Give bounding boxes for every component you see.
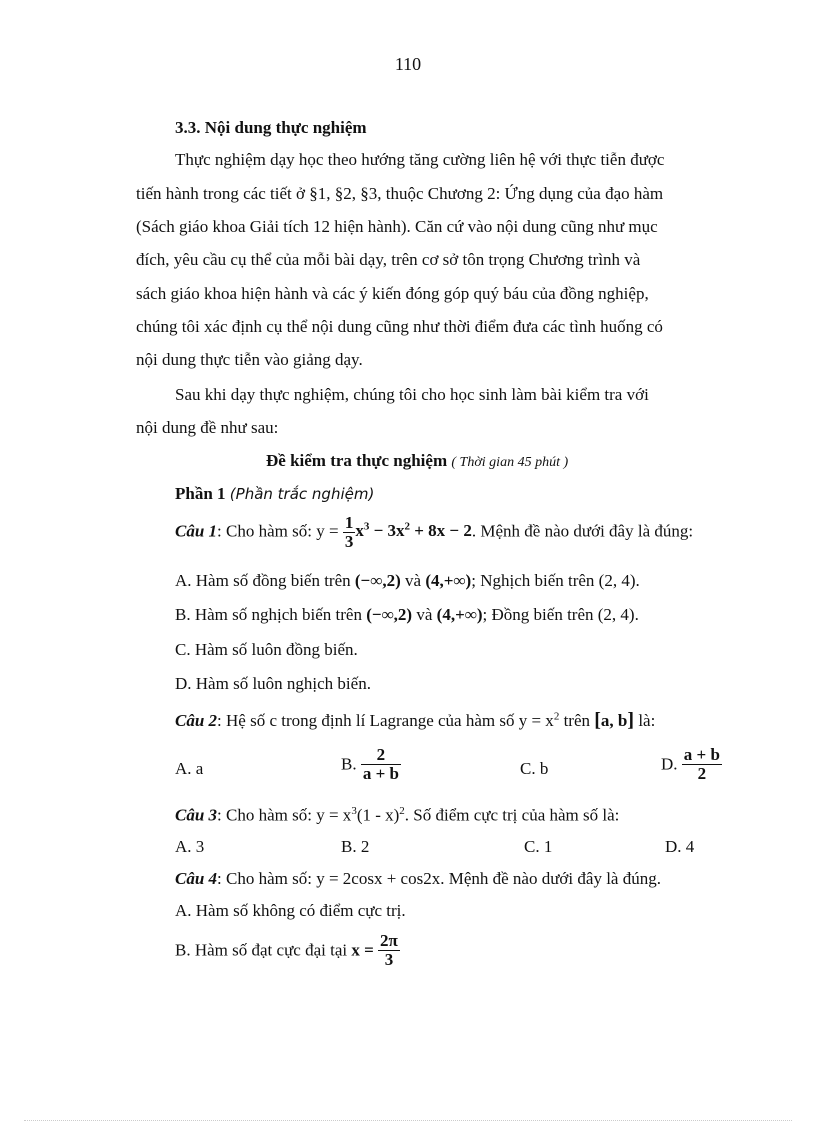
q1-option-c: C. Hàm số luôn đồng biến.: [175, 640, 358, 659]
question-2: [175, 709, 655, 732]
bracket: ]: [627, 709, 635, 731]
fraction-numerator: 2π: [380, 931, 398, 950]
paragraph-line: đích, yêu cầu cụ thể của mỗi bài dạy, trên cơ sở tôn trọng Chương trình và: [136, 250, 641, 269]
question-3: [175, 805, 619, 826]
q4-option-b: [175, 932, 400, 969]
question-label: Câu 2: [175, 711, 218, 730]
exponent: 2: [404, 520, 410, 533]
fraction: [361, 746, 401, 783]
fraction-numerator: 1: [344, 513, 354, 532]
question-4: [175, 869, 661, 889]
exponent: 2: [399, 805, 405, 817]
option-text: A. Hàm số đồng biến trên: [175, 571, 355, 590]
exam-title: Đề kiểm tra thực nghiệm: [266, 451, 448, 470]
question-text: là:: [634, 711, 656, 730]
paragraph-line: chúng tôi xác định cụ thể nội dung cũng như thời điểm đưa các tình huống có: [136, 317, 663, 336]
option-text: ; Nghịch biến trên (2, 4).: [471, 571, 640, 590]
q4-option-a: A. Hàm số không có điểm cực trị.: [175, 901, 406, 920]
part-label: Phần 1: [175, 484, 226, 503]
fraction-denominator: 2: [682, 764, 722, 783]
math-variable: x =: [351, 940, 379, 960]
question-text: . Mệnh đề nào dưới đây là đúng:: [471, 521, 694, 541]
paragraph-line: sách giáo khoa hiện hành và các ý kiến đóng góp quý báu của đồng nghiệp,: [136, 284, 649, 303]
paragraph-line: Sau khi dạy thực nghiệm, chúng tôi cho học sinh làm bài kiểm tra với: [175, 385, 649, 404]
interval: (4,+∞): [436, 605, 483, 624]
option-text: B. Hàm số nghịch biến trên: [175, 605, 367, 624]
paragraph-line: nội dung thực tiễn vào giảng dạy.: [136, 350, 363, 369]
question-1: [175, 514, 693, 551]
part-note: (Phần trắc nghiệm): [229, 485, 375, 503]
question-text: trên: [559, 711, 595, 730]
fraction-denominator: 3: [344, 531, 354, 551]
question-label: Câu 1: [175, 521, 218, 541]
fraction-denominator: 3: [378, 950, 400, 969]
fraction: [378, 932, 400, 969]
function-expression: [355, 521, 472, 540]
question-text: (1 - x): [356, 805, 400, 825]
paragraph-line: nội dung đề như sau:: [136, 418, 279, 437]
exponent: 3: [363, 520, 370, 533]
q2-option-d: [661, 746, 722, 783]
fraction: [343, 514, 356, 551]
interval: (−∞,2): [366, 605, 413, 624]
fraction: [682, 746, 722, 783]
q1-option-b: [175, 605, 639, 625]
paragraph-line: tiến hành trong các tiết ở §1, §2, §3, thuộc Chương 2: Ứng dụng của đạo hàm: [136, 184, 664, 203]
question-text: : Cho hàm số: y = 2cosx + cos2x. Mệnh đề nào dưới đây là đúng.: [217, 869, 661, 888]
expr-term: + 8x − 2: [410, 521, 472, 541]
option-text: ; Đồng biến trên (2, 4).: [482, 605, 639, 624]
option-text: và: [400, 571, 426, 590]
part-heading: [175, 484, 374, 504]
interval: (−∞,2): [354, 571, 401, 590]
fraction-numerator: a + b: [683, 745, 720, 764]
question-text: . Số điểm cực trị của hàm số là:: [404, 805, 620, 825]
expr-term: x: [355, 521, 364, 541]
question-label: Câu 4: [175, 869, 218, 888]
fraction-numerator: 2: [376, 745, 386, 764]
question-label: Câu 3: [175, 805, 218, 825]
q1-option-a: [175, 571, 640, 591]
section-heading: 3.3. Nội dung thực nghiệm: [175, 118, 367, 137]
exam-title-line: [266, 451, 568, 471]
q3-option-d: D. 4: [665, 837, 695, 856]
interval: (4,+∞): [425, 571, 472, 590]
question-text: : Hệ số c trong định lí Lagrange của hàm số y = x: [217, 711, 554, 730]
page-number: 110: [394, 54, 422, 74]
q2-option-a: A. a: [175, 759, 204, 778]
expr-term: − 3x: [369, 521, 405, 541]
paragraph-line: Thực nghiệm dạy học theo hướng tăng cường liên hệ với thực tiễn được: [175, 150, 665, 169]
option-text: và: [412, 605, 437, 624]
q2-option-c: C. b: [520, 759, 549, 778]
option-label: D.: [661, 754, 678, 774]
fraction-denominator: a + b: [362, 763, 399, 783]
q3-option-b: B. 2: [341, 837, 370, 856]
option-label: B.: [341, 754, 357, 774]
question-text: : Cho hàm số: y =: [217, 521, 343, 541]
footer-divider: [24, 1120, 792, 1121]
option-text: B. Hàm số đạt cực đại tại: [175, 940, 352, 960]
exam-time-note: ( Thời gian 45 phút ): [451, 455, 569, 470]
q1-option-d: D. Hàm số luôn nghịch biến.: [175, 674, 371, 693]
bracket: [: [594, 709, 601, 731]
interval: a, b: [600, 711, 628, 730]
exponent: 2: [553, 710, 560, 723]
q3-option-c: C. 1: [524, 837, 553, 856]
question-text: : Cho hàm số: y = x: [217, 805, 352, 825]
exponent: 3: [351, 805, 357, 817]
paragraph-line: (Sách giáo khoa Giải tích 12 hiện hành). Căn cứ vào nội dung cũng như mục: [136, 217, 658, 236]
q2-option-b: [341, 746, 401, 783]
q3-option-a: A. 3: [175, 837, 205, 856]
